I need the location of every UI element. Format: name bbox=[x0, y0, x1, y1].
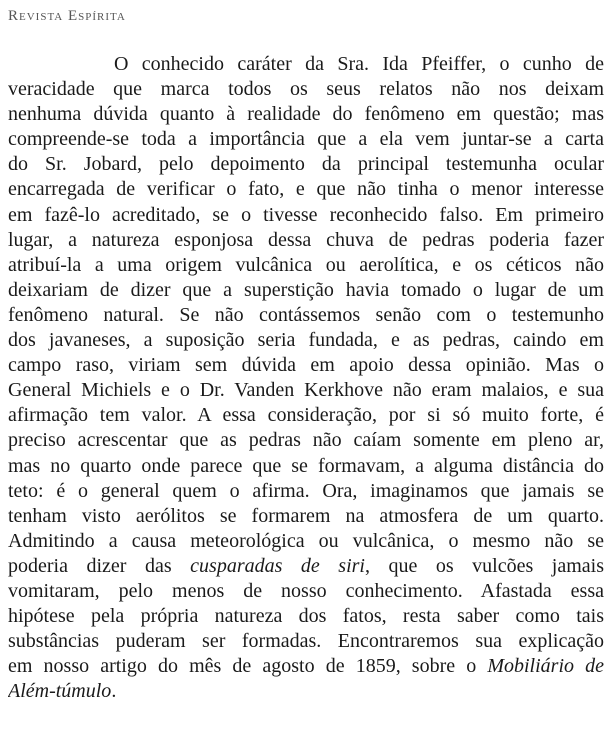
text-line bbox=[8, 152, 604, 177]
text-segment: substâncias puderam ser formadas. Encontraremos sua explicação bbox=[8, 630, 604, 653]
text-segment: vomitaram, pelo menos de nosso conhecimento. Afastada essa bbox=[8, 579, 604, 602]
text-segment: O conhecido caráter da Sra. Ida Pfeiffer, o cunho de bbox=[114, 53, 604, 75]
text-line bbox=[8, 604, 604, 629]
text-segment: poderia dizer das bbox=[8, 554, 191, 577]
text-segment: lugar, a natureza esponjosa dessa chuva de pedras poderia fazer bbox=[8, 228, 604, 251]
text-line bbox=[8, 77, 604, 102]
text-line bbox=[8, 353, 604, 378]
text-line bbox=[8, 203, 604, 228]
text-line bbox=[8, 52, 604, 77]
running-header: Revista Espírita bbox=[8, 8, 126, 24]
text-line bbox=[8, 654, 604, 679]
text-line bbox=[8, 303, 604, 328]
italic-text: Além-túmulo bbox=[8, 680, 112, 703]
text-segment: , que os vulcões jamais bbox=[364, 554, 604, 577]
text-segment: campo raso, viriam sem dúvida em apoio dessa opinião. Mas o bbox=[8, 354, 604, 377]
text-segment: mas no quarto onde parece que se formavam, a alguma distância do bbox=[8, 454, 604, 477]
text-line bbox=[8, 428, 604, 453]
text-segment: compreende-se toda a importância que a ela vem juntar-se a carta bbox=[8, 128, 604, 151]
text-segment: afirmação tem valor. A essa consideração, por si só muito forte, é bbox=[8, 404, 604, 427]
text-segment: atribuí-la a uma origem vulcânica ou aerolítica, e os céticos não bbox=[8, 253, 604, 276]
text-line bbox=[8, 504, 604, 529]
text-line bbox=[8, 228, 604, 253]
text-line bbox=[8, 679, 604, 704]
text-line bbox=[8, 177, 604, 202]
text-line bbox=[8, 378, 604, 403]
text-line bbox=[8, 328, 604, 353]
text-line bbox=[8, 529, 604, 554]
italic-text: Mobiliário de bbox=[487, 655, 604, 678]
text-segment: do Sr. Jobard, pelo depoimento da principal testemunha ocular bbox=[8, 153, 604, 176]
text-segment: dos javaneses, a suposição seria fundada, e as pedras, caindo em bbox=[8, 329, 604, 352]
text-line bbox=[8, 253, 604, 278]
text-segment: deixariam de dizer que a superstição havia tomado o lugar de um bbox=[8, 278, 604, 301]
text-segment: General Michiels e o Dr. Vanden Kerkhove não eram malaios, e sua bbox=[8, 379, 604, 402]
text-line bbox=[8, 403, 604, 428]
text-line bbox=[8, 102, 604, 127]
text-line bbox=[8, 278, 604, 303]
text-segment: em nosso artigo do mês de agosto de 1859, sobre o bbox=[8, 655, 488, 678]
text-line bbox=[8, 554, 604, 579]
text-segment: . bbox=[111, 680, 117, 703]
text-segment: hipótese pela própria natureza dos fatos, resta saber como tais bbox=[8, 605, 604, 628]
text-line bbox=[8, 479, 604, 504]
body-paragraph bbox=[8, 52, 604, 704]
text-segment: veracidade que marca todos os seus relatos não nos deixam bbox=[8, 78, 604, 101]
text-segment: encarregada de verificar o fato, e que não tinha o menor interesse bbox=[8, 178, 604, 201]
text-segment: nenhuma dúvida quanto à realidade do fenômeno em questão; mas bbox=[8, 103, 604, 126]
text-segment: Admitindo a causa meteorológica ou vulcânica, o mesmo não se bbox=[8, 529, 604, 552]
text-segment: preciso acrescentar que as pedras não caíam somente em pleno ar, bbox=[8, 429, 604, 452]
text-segment: teto: é o general quem o afirma. Ora, imaginamos que jamais se bbox=[8, 479, 604, 502]
text-line bbox=[8, 454, 604, 479]
text-line bbox=[8, 579, 604, 604]
text-line bbox=[8, 127, 604, 152]
text-segment: em fazê-lo acreditado, se o tivesse reconhecido falso. Em primeiro bbox=[8, 203, 604, 226]
text-segment: fenômeno natural. Se não contássemos senão com o testemunho bbox=[8, 303, 604, 326]
italic-text: cusparadas de siri bbox=[190, 554, 365, 577]
text-line bbox=[8, 629, 604, 654]
text-segment: tenham visto aerólitos se formarem na atmosfera de um quarto. bbox=[8, 504, 604, 527]
